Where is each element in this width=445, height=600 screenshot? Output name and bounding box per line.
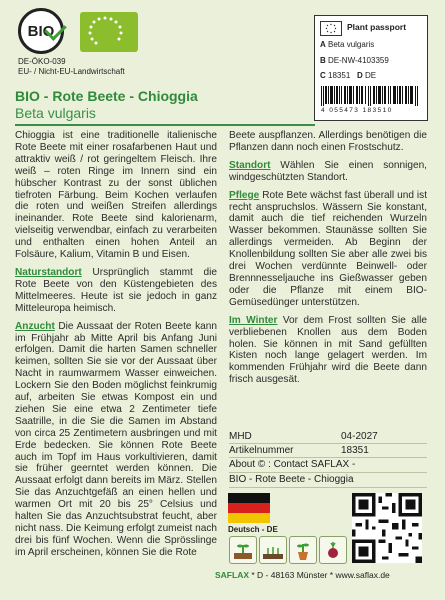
certification-text	[18, 57, 125, 77]
passport-row-b: B DE-NW-4103359	[320, 56, 389, 65]
barcode	[321, 86, 421, 106]
sowing-text: Die Aussaat der Roten Beete kann im Frühjahr ab Mitte April bis Anfang Juni erfolgen. Damit die harten Samen schneller keimen, sollten Sie sie vor der Aussaat über Nacht in raumwarmem Wasser einweichen. Lockern Sie den Boden möglichst feinkrumig auf, arbeiten Sie etwas Kompost ein und ziehen Sie eine etwa 2 Zentimeter tiefe Saatrille, in die Sie die Samen im Abstand von circa 25 Zentimetern ausbringen und mit Erde bedecken. Sie können Rote Beete auch im Topf im Haus vorkultivieren, damit sie früher geerntet werden können. Die Aussaat erfolgt dann bereits im März. Stellen Sie das Anzuchtgefäß an einen hellen und warmen Ort mit 20 bis 25° Celsius und halten Sie das Anzuchtsubstrat feucht, aber nicht nass. Die Keimung erfolgt zumeist nach drei bis fünf Wochen. Wenn die Sprösslinge im April erscheinen, können Sie die Rote	[15, 320, 217, 558]
location-paragraph	[229, 160, 427, 184]
barcode-number: 4 055473 183510	[321, 107, 393, 114]
about-product-row: BIO - Rote Beete - Chioggia	[229, 473, 427, 488]
sowing-paragraph	[15, 321, 217, 559]
right-column	[229, 130, 427, 392]
german-flag-icon	[228, 493, 270, 523]
care-icons	[229, 536, 349, 562]
passport-title: Plant passport	[347, 22, 407, 32]
winter-heading: Im Winter	[229, 314, 278, 326]
product-title: BIO - Rote Beete - Chioggia	[15, 88, 198, 104]
intro-paragraph: Chioggia ist eine traditionelle italienische Rote Beete mit einer rosafarbenen Haut und attraktiv weiß / rot geringeltem Fleisch. Ihre weiß – roten Ringe im Innern sind ein hübscher Kontrast zu der sonst üblichen tiefroten Färbung. Beim Kochen verlaufen die roten und weißen Streifen allerdings ineinander. Rote Beete sind kalorienarm, vielseitig verwendbar, einfach zu verarbeiten und enthalten einen hohen Anteil an Folsäure, Kalium, Vitamin B und Eisen.	[15, 130, 217, 261]
article-row: Artikelnummer 18351	[229, 444, 427, 458]
footer-address: * D - 48163 Münster * www.saflax.de	[249, 570, 390, 580]
care-paragraph	[229, 190, 427, 309]
continuation-paragraph: Beete auspflanzen. Allerdings benötigen die Pflanzen dann noch einen Frostschutz.	[229, 130, 427, 153]
sowing-icon	[229, 536, 257, 564]
mhd-row: MHD 04-2027	[229, 430, 427, 444]
eu-flag-icon	[320, 21, 342, 36]
seedling-tray-icon	[259, 536, 287, 564]
origin-text: Ursprünglich stammt die Rote Beete von den Küstengebieten des Mittelmeeres. Heute ist sie jedoch in ganz Mitteleuropa heimisch.	[15, 266, 217, 314]
origin-text: EU- / Nicht-EU-Landwirtschaft	[18, 67, 125, 76]
bio-seal-logo	[18, 8, 64, 54]
title-divider	[15, 124, 315, 126]
winter-paragraph	[229, 315, 427, 386]
control-code: DE-ÖKO-039	[18, 57, 66, 66]
product-info-table	[229, 430, 427, 488]
pot-plant-icon	[289, 536, 317, 564]
location-heading: Standort	[229, 159, 271, 171]
left-column	[15, 130, 217, 565]
footer	[215, 570, 390, 580]
origin-heading: Naturstandort	[15, 266, 82, 278]
about-row: About © : Contact SAFLAX -	[229, 458, 427, 473]
plant-passport	[314, 15, 428, 121]
brand-name: SAFLAX	[215, 570, 249, 580]
passport-row-a: A Beta vulgaris	[320, 40, 375, 49]
sowing-heading: Anzucht	[15, 320, 55, 332]
passport-row-cd: C 18351 D DE	[320, 71, 377, 80]
origin-paragraph	[15, 267, 217, 315]
eu-organic-leaf-logo	[80, 12, 138, 52]
winter-text: Vor dem Frost sollten Sie alle verbliebenen Knollen aus dem Boden holen. Sie können in mit Sand gefüllten Kisten noch lange gelagert werden. Im kommenden Frühjahr wird die Beete dann frisch ausgesät.	[229, 314, 427, 386]
latin-name: Beta vulgaris	[15, 105, 96, 121]
qr-code	[352, 493, 422, 563]
care-heading: Pflege	[229, 189, 260, 201]
location-text: Wählen Sie einen sonnigen, windgeschützten Standort.	[229, 159, 427, 183]
harvest-icon	[319, 536, 347, 564]
language-label: Deutsch - DE	[228, 525, 278, 534]
care-text: Rote Bete wächst fast überall und ist recht anspruchslos. Wässern Sie konstant, damit auch die tief reichenden Wurzeln Wasser bekommen. Staunässe sollten Sie allerdings vermeiden. Ab Beginn der Knollenbildung sollten Sie aber alle zwei bis drei Wochen verdünnte Beinwell- oder Brennnesseljauche ins Gießwasser geben oder die Pflanze mit einem BIO-Gemüsedünger unterstützen.	[229, 189, 427, 308]
bio-seal-text: BIO	[27, 22, 55, 40]
